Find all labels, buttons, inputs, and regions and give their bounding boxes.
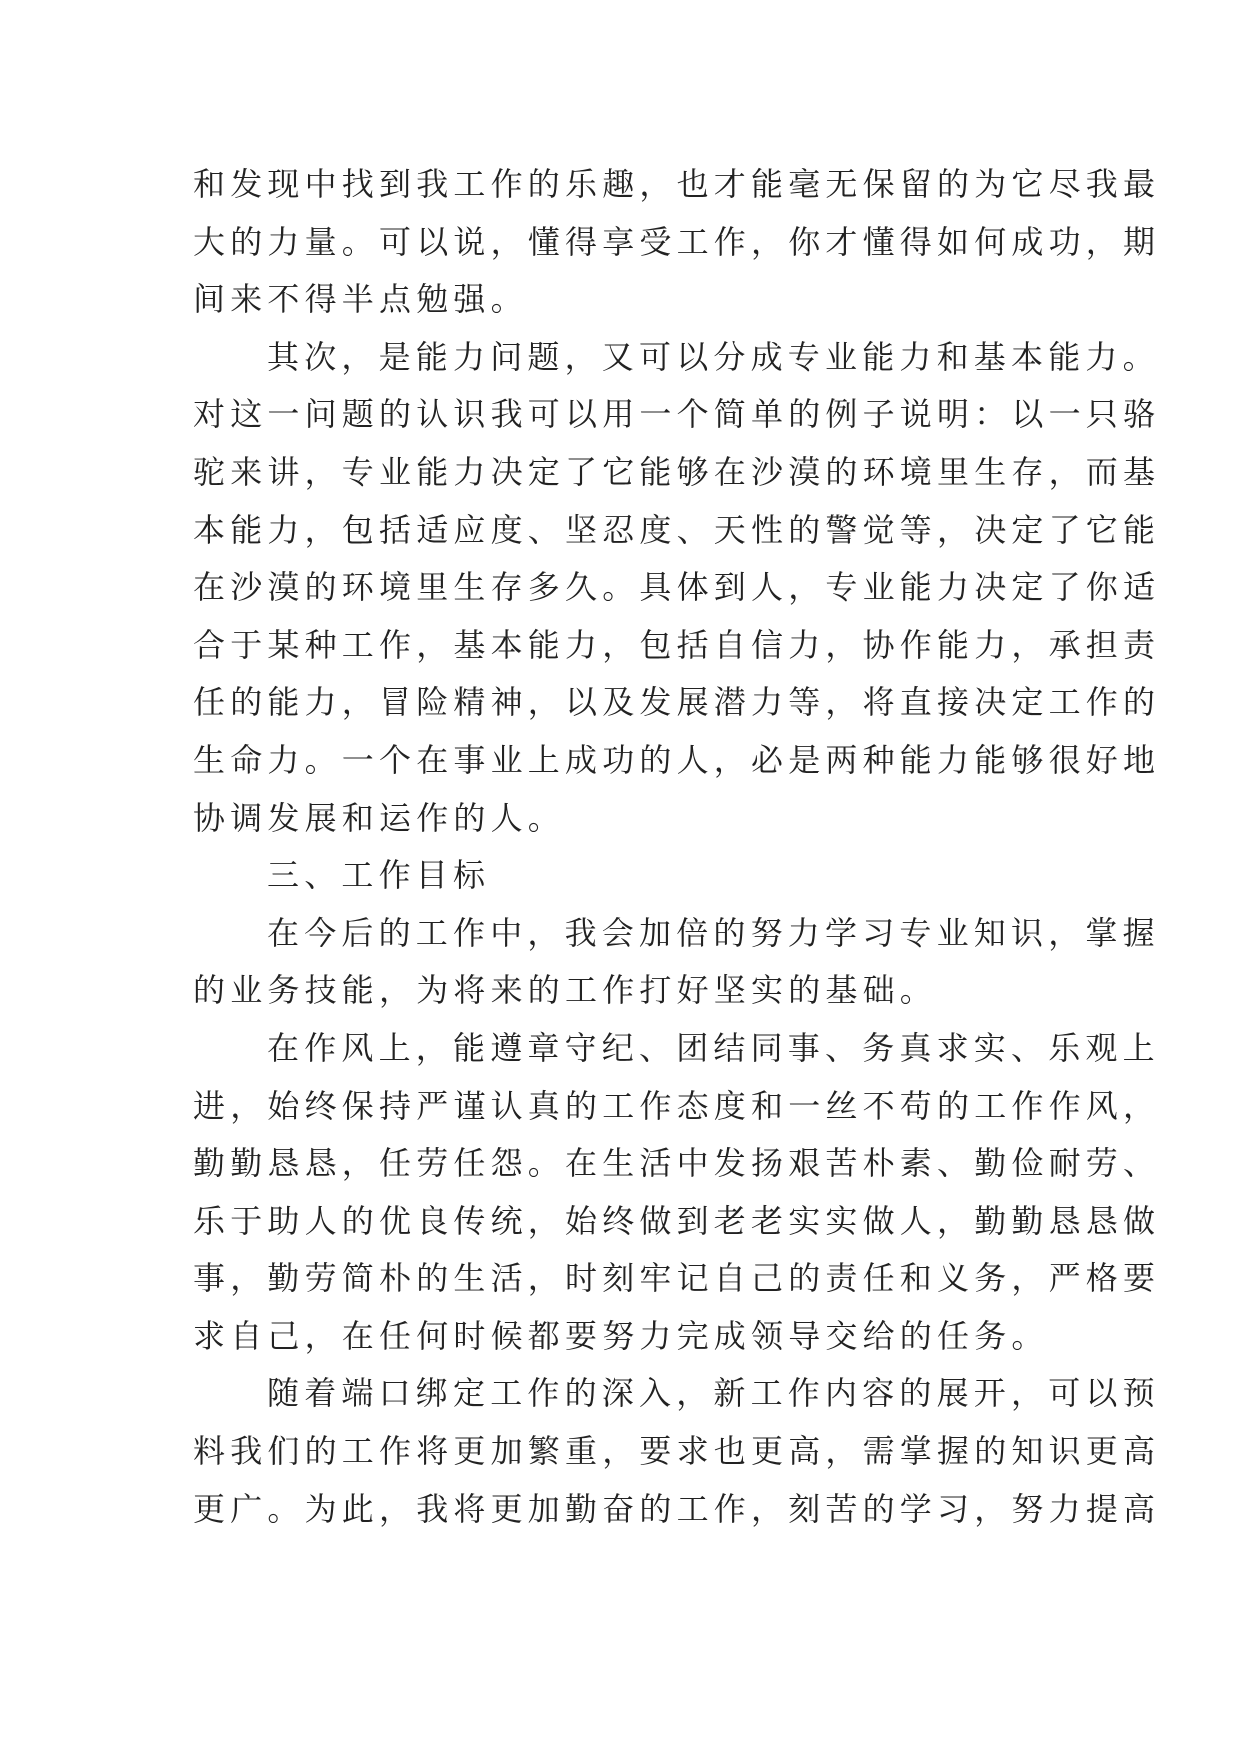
text-line: 任的能力，冒险精神，以及发展潜力等，将直接决定工作的 bbox=[193, 683, 1161, 722]
text-line: 大的力量。可以说，懂得享受工作，你才懂得如何成功，期 bbox=[193, 222, 1161, 261]
section-heading: 三、工作目标 bbox=[267, 856, 491, 895]
paragraph-start-line: 在今后的工作中，我会加倍的努力学习专业知识，掌握 bbox=[267, 913, 1160, 952]
text-line: 生命力。一个在事业上成功的人，必是两种能力能够很好地 bbox=[193, 740, 1161, 779]
text-line: 勤勤恳恳，任劳任怨。在生活中发扬艰苦朴素、勤俭耐劳、 bbox=[193, 1144, 1161, 1183]
text-line: 对这一问题的认识我可以用一个简单的例子说明：以一只骆 bbox=[193, 395, 1161, 434]
paragraph-start-line: 其次，是能力问题，又可以分成专业能力和基本能力。 bbox=[267, 337, 1160, 376]
text-line: 料我们的工作将更加繁重，要求也更高，需掌握的知识更高 bbox=[193, 1432, 1161, 1471]
text-line: 本能力，包括适应度、坚忍度、天性的警觉等，决定了它能 bbox=[193, 510, 1161, 549]
text-line: 求自己，在任何时候都要努力完成领导交给的任务。 bbox=[193, 1316, 1049, 1355]
text-line: 更广。为此，我将更加勤奋的工作，刻苦的学习，努力提高 bbox=[193, 1489, 1161, 1528]
text-line: 事，勤劳简朴的生活，时刻牢记自己的责任和义务，严格要 bbox=[193, 1259, 1161, 1298]
text-line: 和发现中找到我工作的乐趣，也才能毫无保留的为它尽我最 bbox=[193, 165, 1161, 203]
paragraph-start-line: 随着端口绑定工作的深入，新工作内容的展开，可以预 bbox=[267, 1374, 1160, 1413]
text-line: 协调发展和运作的人。 bbox=[193, 798, 566, 837]
text-line: 间来不得半点勉强。 bbox=[193, 280, 528, 319]
paragraph-start-line: 在作风上，能遵章守纪、团结同事、务真求实、乐观上 bbox=[267, 1028, 1160, 1067]
text-line: 的业务技能，为将来的工作打好坚实的基础。 bbox=[193, 971, 938, 1010]
text-line: 进，始终保持严谨认真的工作态度和一丝不苟的工作作风， bbox=[193, 1086, 1161, 1125]
text-line: 在沙漠的环境里生存多久。具体到人，专业能力决定了你适 bbox=[193, 568, 1161, 607]
text-line: 驼来讲，专业能力决定了它能够在沙漠的环境里生存，而基 bbox=[193, 452, 1161, 491]
text-line: 合于某种工作，基本能力，包括自信力，协作能力，承担责 bbox=[193, 625, 1161, 664]
text-line: 乐于助人的优良传统，始终做到老老实实做人，勤勤恳恳做 bbox=[193, 1201, 1161, 1240]
document-body bbox=[193, 156, 1161, 1538]
